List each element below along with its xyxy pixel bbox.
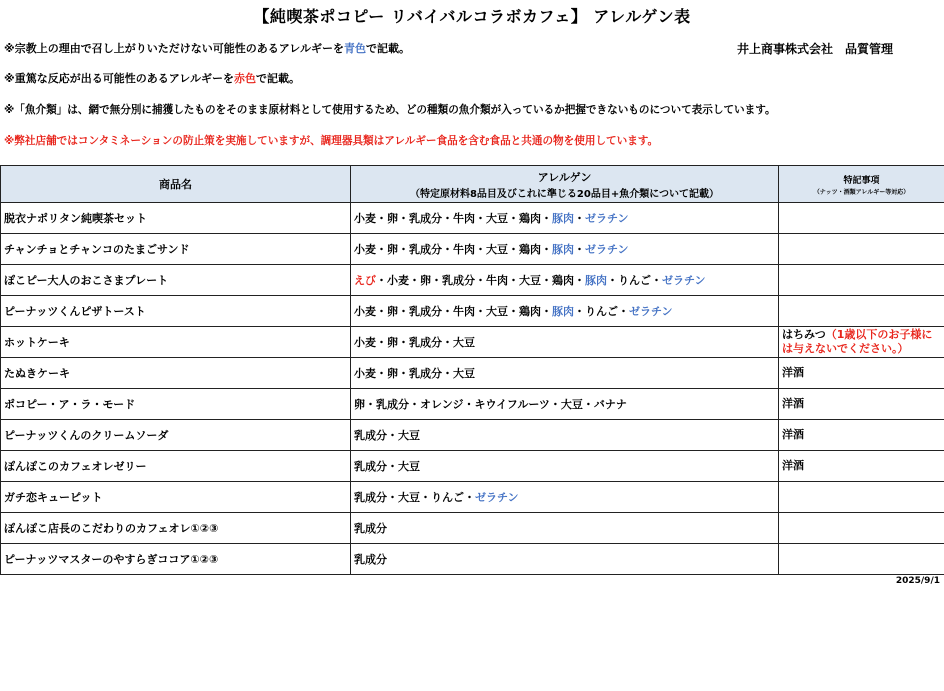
product-name: ぽんぽこ店長のこだわりのカフェオレ①②③ <box>4 522 219 535</box>
table-row <box>1 544 944 575</box>
special-note-text: 洋酒 <box>782 397 804 410</box>
note-religion <box>4 40 410 56</box>
note-religion-text: ※宗教上の理由で召し上がりいただけない可能性のあるアレルギーを <box>4 42 344 55</box>
table-body <box>1 203 944 575</box>
allergen-text: 小麦・卵・乳成分・大豆 <box>354 367 475 380</box>
allergen-text: 小麦・卵・乳成分・大豆 <box>354 336 475 349</box>
allergen-text: 乳成分・大豆 <box>354 429 420 442</box>
special-notes-cell <box>779 389 944 420</box>
date-label: 2025/9/1 <box>895 576 940 586</box>
special-note-text: 洋酒 <box>782 366 804 379</box>
allergen-text: 小麦・卵・乳成分・牛肉・大豆・鶏肉・ <box>354 305 552 318</box>
table-row <box>1 513 944 544</box>
allergen-text: ゼラチン <box>585 212 629 225</box>
product-name: ピーナッツマスターのやすらぎココア①②③ <box>4 553 219 566</box>
allergen-table <box>0 165 944 575</box>
header-special-label: 特記事項 <box>843 175 880 186</box>
table-row <box>1 420 944 451</box>
product-name: ぽこピー大人のおこさまプレート <box>4 274 169 287</box>
allergen-cell <box>351 544 779 575</box>
table-row <box>1 234 944 265</box>
table-row <box>1 265 944 296</box>
allergen-text: えび <box>354 274 376 287</box>
table-row <box>1 203 944 234</box>
allergen-cell <box>351 513 779 544</box>
allergen-text: ゼラチン <box>662 274 706 287</box>
product-name: ガチ恋キューピット <box>4 491 103 504</box>
page-title: 【純喫茶ポコピー リバイバルコラボカフェ】 アレルゲン表 <box>253 7 691 26</box>
note-religion-color: 青色 <box>343 42 366 55</box>
product-name-cell <box>1 296 351 327</box>
allergen-text: ・ <box>574 243 585 256</box>
allergen-text: ゼラチン <box>475 491 519 504</box>
allergen-cell <box>351 420 779 451</box>
allergen-text: 小麦・卵・乳成分・牛肉・大豆・鶏肉・ <box>354 243 552 256</box>
product-name-cell <box>1 420 351 451</box>
special-notes-cell <box>779 451 944 482</box>
note-contamination: ※弊社店舗ではコンタミネーションの防止策を実施していますが、調理器具類はアレルギー食品を含む食品と共通の物を使用しています。 <box>4 135 659 147</box>
note-severe <box>4 70 300 86</box>
table-row <box>1 389 944 420</box>
allergen-cell <box>351 296 779 327</box>
company-name: 井上商事株式会社 品質管理 <box>737 42 894 56</box>
allergen-text: 豚肉 <box>552 243 574 256</box>
table-row <box>1 482 944 513</box>
note-severe-text: ※重篤な反応が出る可能性のあるアレルギーを <box>4 72 234 85</box>
allergen-cell <box>351 389 779 420</box>
allergen-text: ・りんご・ <box>607 274 662 287</box>
allergen-text: 豚肉 <box>585 274 607 287</box>
special-notes-cell <box>779 327 944 358</box>
note-religion-suffix: で記載。 <box>365 42 410 55</box>
table-row <box>1 451 944 482</box>
special-notes-cell <box>779 265 944 296</box>
allergen-text: 乳成分・大豆・りんご・ <box>354 491 475 504</box>
product-name-cell <box>1 513 351 544</box>
product-name-cell <box>1 544 351 575</box>
allergen-text: ・ <box>574 212 585 225</box>
allergen-cell <box>351 482 779 513</box>
product-name: ポコピー・ア・ラ・モード <box>4 398 136 411</box>
product-name: たぬきケーキ <box>4 367 70 380</box>
allergen-cell <box>351 265 779 296</box>
special-notes-cell <box>779 513 944 544</box>
special-notes-cell <box>779 203 944 234</box>
product-name-cell <box>1 358 351 389</box>
product-name-cell <box>1 327 351 358</box>
product-name-cell <box>1 203 351 234</box>
allergen-text: ゼラチン <box>629 305 673 318</box>
allergen-text: ・小麦・卵・乳成分・牛肉・大豆・鶏肉・ <box>376 274 585 287</box>
allergen-cell <box>351 358 779 389</box>
product-name: チャンチョとチャンコのたまごサンド <box>4 243 190 256</box>
allergen-text: 乳成分 <box>354 522 387 535</box>
product-name-cell <box>1 482 351 513</box>
allergen-cell <box>351 327 779 358</box>
allergen-text: ・りんご・ <box>574 305 629 318</box>
special-notes-cell <box>779 296 944 327</box>
allergen-text: 乳成分・大豆 <box>354 460 420 473</box>
note-severe-color: 赤色 <box>233 72 256 85</box>
table-row <box>1 327 944 358</box>
special-notes-cell <box>779 544 944 575</box>
allergen-text: 豚肉 <box>552 305 574 318</box>
special-note-text: 洋酒 <box>782 459 804 472</box>
special-note-text: 洋酒 <box>782 428 804 441</box>
note-seafood: ※「魚介類」は、網で無分別に捕獲したものをそのまま原材料として使用するため、どの種類の魚介類が入っているか把握できないものについて表示しています。 <box>4 104 776 116</box>
allergen-cell <box>351 203 779 234</box>
table-row <box>1 358 944 389</box>
allergen-text: 小麦・卵・乳成分・牛肉・大豆・鶏肉・ <box>354 212 552 225</box>
header-special <box>779 166 944 203</box>
product-name-cell <box>1 234 351 265</box>
product-name-cell <box>1 451 351 482</box>
product-name: 脱衣ナポリタン純喫茶セット <box>4 212 147 225</box>
header-allergen <box>351 166 779 203</box>
header-allergen-sub: （特定原材料8品目及びこれに準じる20品目+魚介類について記載） <box>409 188 720 200</box>
product-name: ピーナッツくんピザトースト <box>4 305 146 318</box>
product-name-cell <box>1 265 351 296</box>
allergen-text: 豚肉 <box>552 212 574 225</box>
allergen-cell <box>351 234 779 265</box>
allergen-text: ゼラチン <box>585 243 629 256</box>
header-product-label: 商品名 <box>159 178 192 191</box>
header-allergen-label: アレルゲン <box>537 170 592 184</box>
allergen-cell <box>351 451 779 482</box>
product-name: ぽんぽこのカフェオレゼリー <box>4 460 147 473</box>
header-special-sub: （ナッツ・酒類アレルギー等対応） <box>813 188 910 196</box>
special-notes-cell <box>779 358 944 389</box>
allergen-text: 乳成分 <box>354 553 387 566</box>
special-note-text: はちみつ <box>782 328 826 341</box>
table-header-row <box>1 166 944 203</box>
allergen-text: 卵・乳成分・オレンジ・キウイフルーツ・大豆・バナナ <box>354 398 627 411</box>
header-product <box>1 166 351 203</box>
note-severe-suffix: で記載。 <box>255 72 300 85</box>
table-row <box>1 296 944 327</box>
product-name-cell <box>1 389 351 420</box>
product-name: ピーナッツくんのクリームソーダ <box>4 429 169 442</box>
special-note-text: （1歳以下のお子様には与えないでください。） <box>782 328 933 355</box>
special-notes-cell <box>779 482 944 513</box>
product-name: ホットケーキ <box>4 336 70 349</box>
special-notes-cell <box>779 234 944 265</box>
special-notes-cell <box>779 420 944 451</box>
